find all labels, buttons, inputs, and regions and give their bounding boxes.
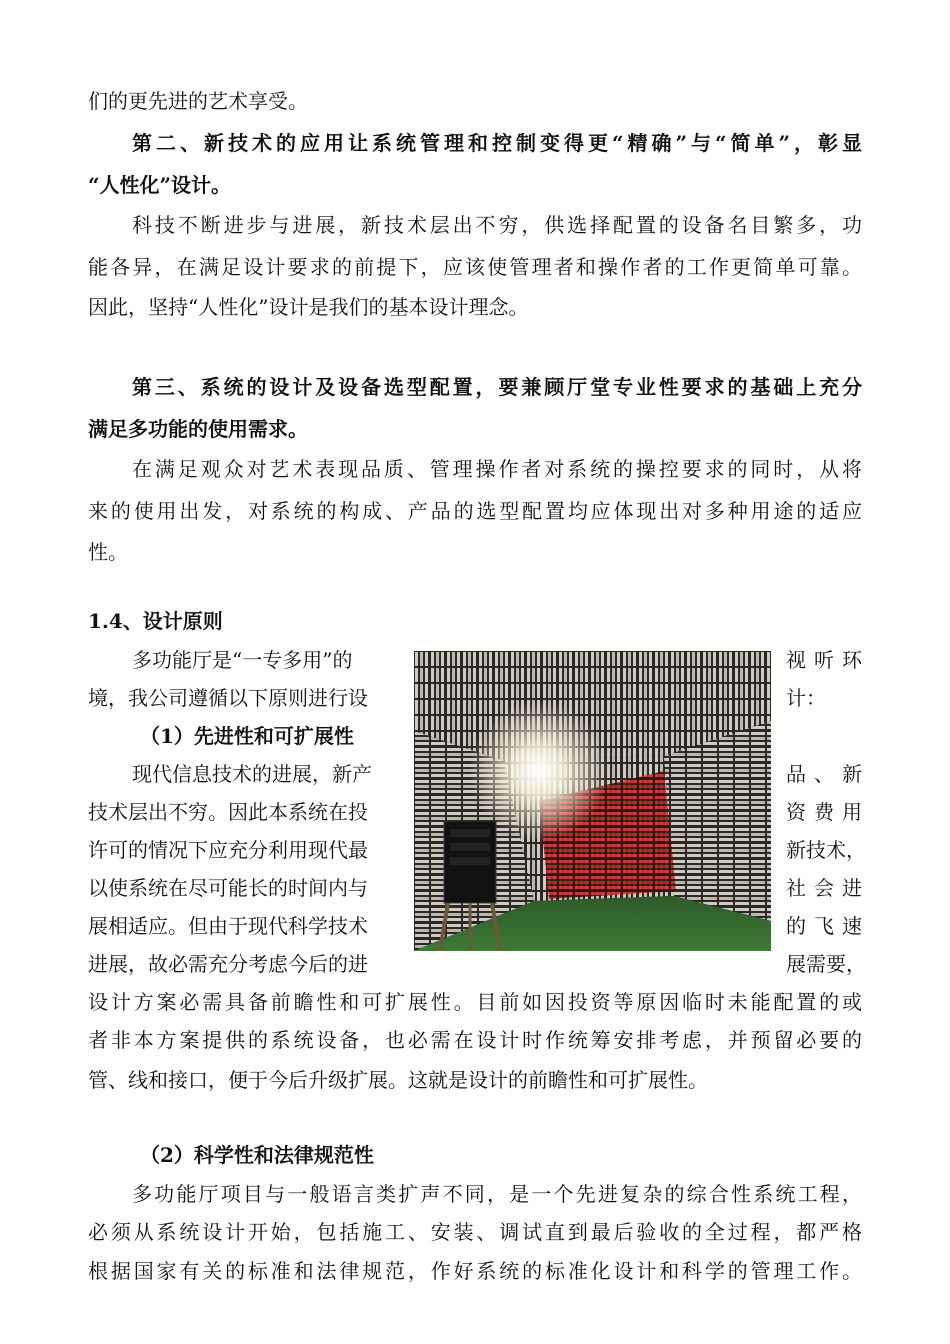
wrap-left-line: 以使系统在尽可能长的时间内与 — [88, 876, 368, 900]
text-line: 多功能厅项目与一般语言类扩声不同，是一个先进复杂的综合性系统工程， — [132, 1182, 862, 1206]
text-line: 性。 — [88, 540, 128, 564]
section-heading-cont: “人性化”设计。 — [88, 173, 232, 197]
text-line: 们的更先进的艺术享受。 — [88, 89, 308, 113]
wrap-right-line: 视听环 — [786, 648, 862, 672]
wrap-left-line: 境，我公司遵循以下原则进行设 — [88, 686, 368, 710]
subsection-title: 1.4、设计原则 — [88, 609, 223, 633]
wrap-right-line: 品、新 — [786, 762, 862, 786]
text-line: 科技不断进步与进展，新技术层出不穷，供选择配置的设备名目繁多，功 — [132, 213, 862, 237]
wrap-right-line: 资费用 — [786, 800, 862, 824]
principle-heading: （2）科学性和法律规范性 — [140, 1143, 374, 1167]
text-line: 根据国家有关的标准和法律规范，作好系统的标准化设计和科学的管理工作。 — [88, 1259, 862, 1283]
wrap-right-line: 的飞速 — [786, 914, 862, 938]
section-heading-cont: 满足多功能的使用需求。 — [88, 417, 308, 441]
wrap-left-line: 技术层出不穷。因此本系统在投 — [88, 800, 368, 824]
text-line: 设计方案必需具备前瞻性和可扩展性。目前如因投资等原因临时未能配置的或 — [88, 990, 862, 1014]
wrap-right-line: 新技术， — [786, 838, 866, 862]
text-line: 能各异，在满足设计要求的前提下，应该使管理者和操作者的工作更简单可靠。 — [88, 255, 862, 279]
section-heading: 第三、系统的设计及设备选型配置，要兼顾厅堂专业性要求的基础上充分 — [132, 375, 862, 399]
principle-heading: （1）先进性和可扩展性 — [140, 724, 354, 748]
text-line: 在满足观众对艺术表现品质、管理操作者对系统的操控要求的同时，从将 — [132, 457, 862, 481]
wrap-left-line: 多功能厅是“一专多用”的 — [132, 648, 353, 672]
wrap-left-line: 进展，故必需充分考虑今后的进 — [88, 952, 368, 976]
wrap-right-line: 展需要， — [786, 952, 866, 976]
wrap-right-line: 社会进 — [786, 876, 862, 900]
wrap-right-line: 计： — [786, 686, 826, 710]
text-line: 必须从系统设计开始，包括施工、安装、调试直到最后验收的全过程，都严格 — [88, 1220, 862, 1244]
wrap-left-line: 现代信息技术的进展，新产 — [132, 762, 372, 786]
text-line: 来的使用出发，对系统的构成、产品的选型配置均应体现出对多种用途的适应 — [88, 499, 862, 523]
text-line: 因此，坚持“人性化”设计是我们的基本设计理念。 — [88, 295, 529, 319]
wrap-left-line: 许可的情况下应充分利用现代最 — [88, 838, 368, 862]
wrap-left-line: 展相适应。但由于现代科学技术 — [88, 914, 368, 938]
text-line: 者非本方案提供的系统设备，也必需在设计时作统筹安排考虑，并预留必要的 — [88, 1028, 862, 1052]
section-heading: 第二、新技术的应用让系统管理和控制变得更“精确”与“简单”，彰显 — [132, 131, 862, 155]
text-line: 管、线和接口，便于今后升级扩展。这就是设计的前瞻性和可扩展性。 — [88, 1068, 708, 1092]
anechoic-chamber-photo — [414, 651, 771, 951]
